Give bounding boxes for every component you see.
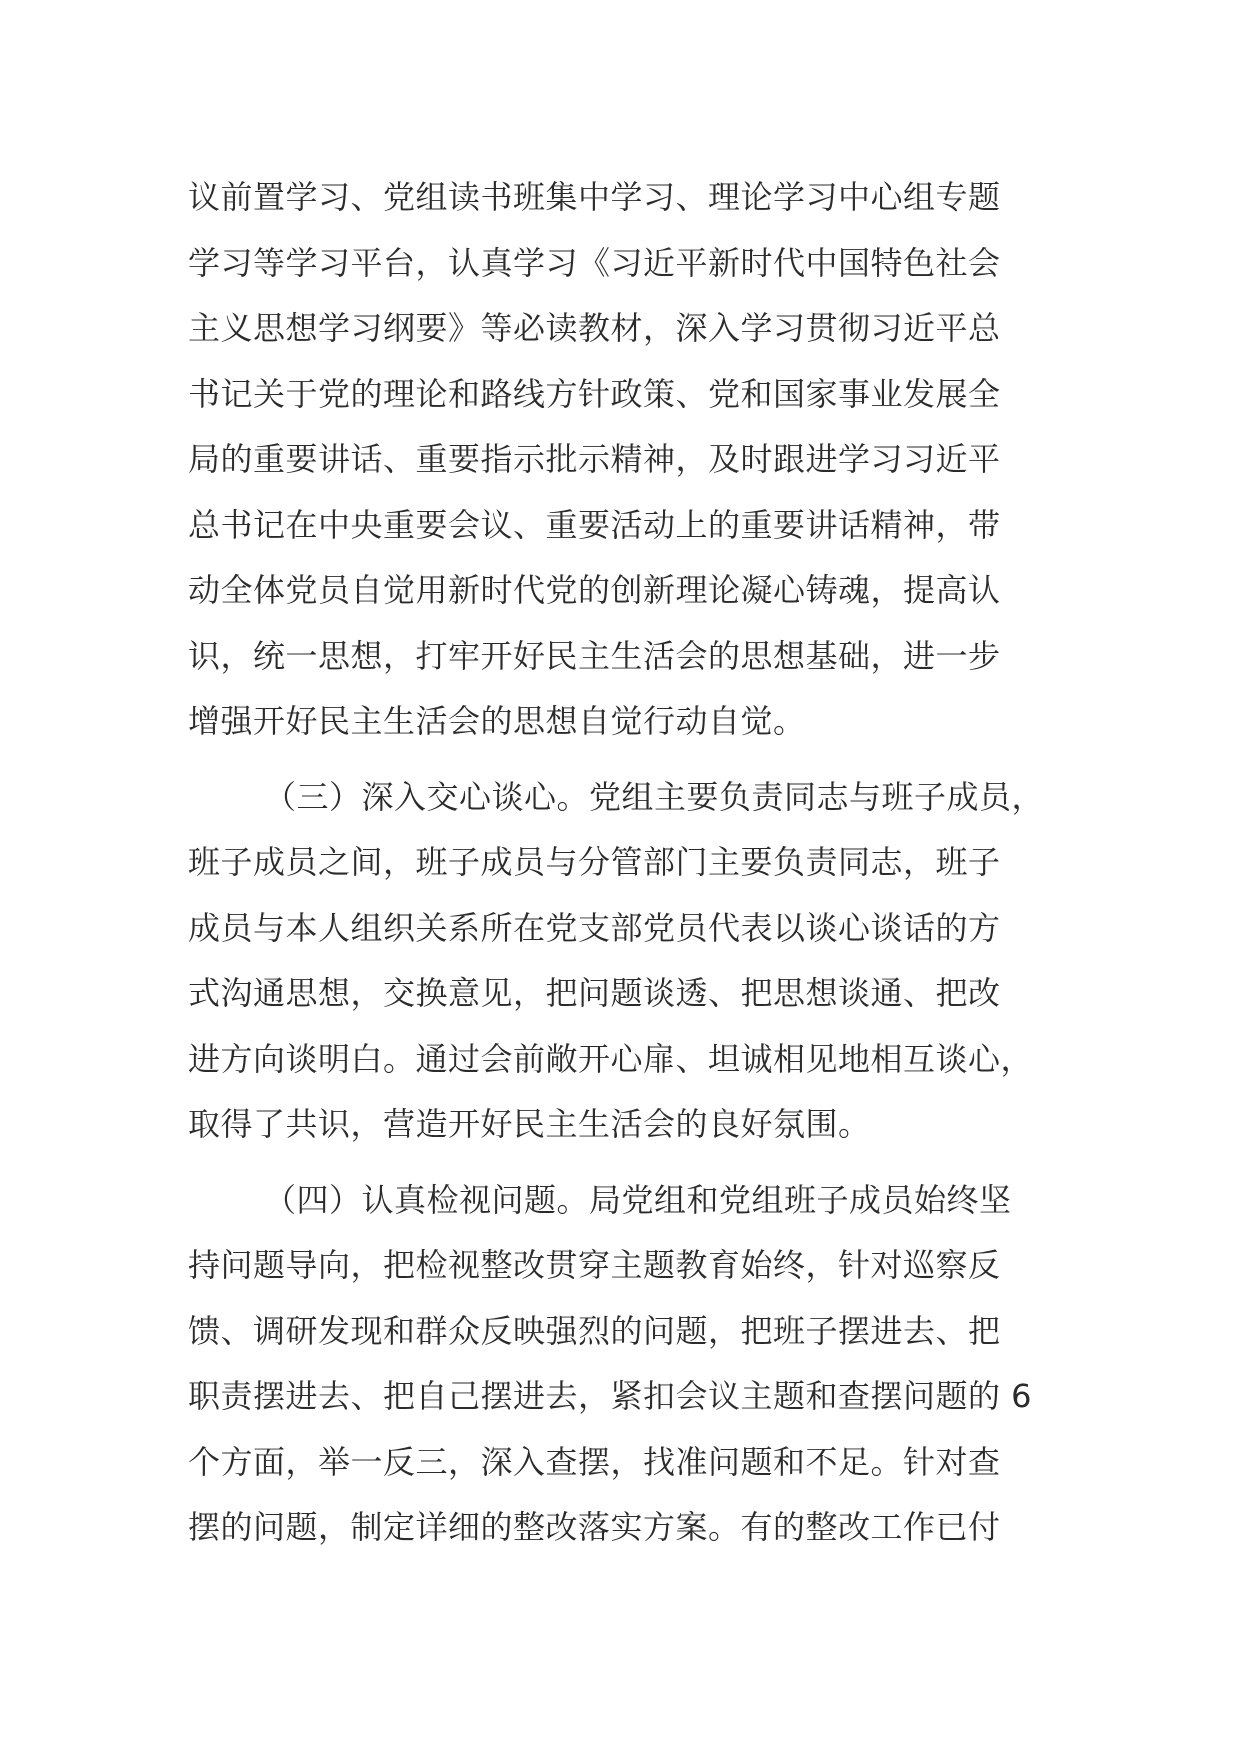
paragraph-spacer	[188, 1158, 1068, 1168]
text-line: 总书记在中央重要会议、重要活动上的重要讲话精神，带	[188, 505, 1001, 544]
text-line: 书记关于党的理论和路线方针政策、党和国家事业发展全	[188, 374, 1001, 413]
text-line: 成员与本人组织关系所在党支部党员代表以谈心谈话的方	[188, 908, 1001, 947]
text-line: 动全体党员自觉用新时代党的创新理论凝心铸魂，提高认	[188, 571, 1001, 609]
text-line: 取得了共识，营造开好民主生活会的良好氛围。	[188, 1105, 871, 1143]
text-line: 职责摆进去、把自己摆进去，紧扣会议主题和查摆问题的 6	[188, 1377, 1033, 1415]
text-line: 式沟通思想，交换意见，把问题谈透、把思想谈通、把改	[188, 974, 1001, 1012]
text-line: 进方向谈明白。通过会前敞开心扉、坦诚相见地相互谈心，	[188, 1039, 1034, 1078]
paragraph-study	[188, 165, 1068, 755]
text-line: 持问题导向，把检视整改贯穿主题教育始终，针对巡察反	[188, 1246, 1001, 1284]
text-line: 个方面，举一反三，深入查摆，找准问题和不足。针对查	[188, 1442, 1001, 1481]
text-line: 识，统一思想，打牢开好民主生活会的思想基础，进一步	[188, 636, 1001, 675]
text-line: 局的重要讲话、重要指示批示精神，及时跟进学习习近平	[188, 440, 1001, 478]
text-line-indented: （四）认真检视问题。局党组和党组班子成员始终坚	[264, 1180, 1012, 1219]
body-text	[188, 165, 1068, 1561]
paragraph-spacer	[188, 755, 1068, 765]
text-line-indented: （三）深入交心谈心。党组主要负责同志与班子成员，	[264, 777, 1045, 816]
paragraph-heart-to-heart	[188, 765, 1068, 1158]
text-line: 摆的问题，制定详细的整改落实方案。有的整改工作已付	[188, 1508, 1001, 1546]
text-line: 学习等学习平台，认真学习《习近平新时代中国特色社会	[188, 243, 1001, 282]
text-line: 馈、调研发现和群众反映强烈的问题，把班子摆进去、把	[188, 1311, 1001, 1350]
text-line: 主义思想学习纲要》等必读教材，深入学习贯彻习近平总	[188, 309, 1001, 347]
paragraph-examine-problems	[188, 1168, 1068, 1561]
text-line: 班子成员之间，班子成员与分管部门主要负责同志，班子	[188, 843, 1001, 881]
text-line: 增强开好民主生活会的思想自觉行动自觉。	[188, 702, 806, 740]
text-line: 议前置学习、党组读书班集中学习、理论学习中心组专题	[188, 178, 1001, 216]
